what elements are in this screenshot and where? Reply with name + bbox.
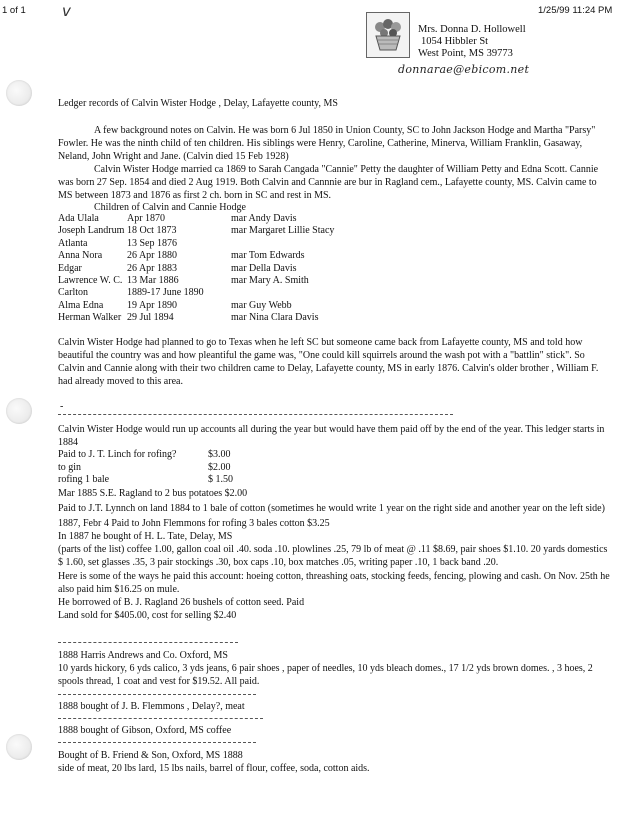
- friend-text: side of meat, 20 lbs lard, 15 lbs nails, barrel of flour, coffee, soda, cotton aids.: [58, 763, 370, 774]
- child-name: Anna Nora: [58, 250, 103, 262]
- child-row: [58, 250, 334, 262]
- entry-land-sold: Land sold for $405.00, cost for selling $2.40: [58, 609, 237, 621]
- ledger-item-row: [58, 474, 233, 487]
- fax-page-count: 1 of 1: [2, 5, 26, 16]
- child-spouse: mar Margaret Lillie Stacy: [231, 225, 335, 237]
- harris-text: 10 yards hickory, 6 yds calico, 3 yds jeans, 6 pair shoes , paper of needles, 10 yds bleach domes., 17 1/2 yds brown domes. , 3 hoes, 2 spools thread, 1 coat and vest for $19.52. All paid.: [58, 663, 593, 688]
- handwritten-email: donnarae@ebicom.net: [398, 63, 530, 76]
- child-row: [58, 312, 334, 324]
- child-spouse: mar Tom Edwards: [231, 250, 305, 262]
- child-name: Lawrence W. C.: [58, 275, 123, 287]
- ledger-item-row: [58, 462, 233, 475]
- child-name: Carlton: [58, 287, 88, 299]
- child-row: [58, 275, 334, 287]
- gibson-entry: 1888 bought of Gibson, Oxford, MS coffee: [58, 725, 232, 736]
- child-row: [58, 213, 334, 225]
- child-name: Joseph Landrum: [58, 225, 125, 237]
- child-spouse: mar Nina Clara Davis: [231, 312, 319, 324]
- child-row: [58, 263, 334, 275]
- ledger-items: [58, 449, 233, 487]
- ledger-item-label: to gin: [58, 461, 82, 473]
- child-date: 26 Apr 1880: [127, 250, 177, 262]
- ledger-item-label: Paid to J. T. Linch for rofing?: [58, 449, 177, 460]
- child-date: 18 Oct 1873: [127, 225, 177, 237]
- child-spouse: mar Della Davis: [231, 262, 297, 274]
- entry-potatoes: Mar 1885 S.E. Ragland to 2 bus potatoes $2.00: [58, 488, 248, 499]
- child-date: 19 Apr 1890: [127, 299, 177, 311]
- handwritten-check-mark: v: [62, 2, 71, 20]
- texas-paragraph: Calvin Wister Hodge had planned to go to Texas when he left SC but someone came back from Lafayette county, MS and told how beautiful the country was and how pleantiful the game was, "One could kill squirrels around the wash pot with a "battlin" stick". So Calvin and Cannie along with their two children came to Delay, Lafayette county, MS in early 1876. Calvin's older brother , William F. had already moved to this area.: [58, 337, 599, 388]
- child-spouse: mar Andy Davis: [231, 213, 297, 224]
- child-date: 26 Apr 1883: [127, 262, 177, 274]
- ledger-item-amount: $3.00: [208, 449, 231, 460]
- child-name: Edgar: [58, 262, 82, 274]
- background-paragraph-1: A few background notes on Calvin. He was born 6 Jul 1850 in Union County, SC to John Jackson Hodge and Martha "Parsy" Fowler. He was the ninth child of ten children. His siblings were Henry, Caroline, Catherine, Minerva, William Franklin, Gasaway, Neland, John Wright and Jane. (Calvin died 15 Feb 1928): [58, 125, 596, 163]
- child-row: [58, 287, 334, 299]
- divider-3: [58, 694, 256, 695]
- stray-mark: -: [60, 401, 64, 412]
- return-address: [418, 24, 526, 60]
- punch-hole-bottom: [6, 734, 32, 760]
- divider-2: [58, 642, 238, 643]
- flower-basket-icon: [366, 12, 410, 58]
- address-name: Mrs. Donna D. Hollowell: [418, 24, 526, 35]
- document-title: Ledger records of Calvin Wister Hodge , Delay, Lafayette county, MS: [58, 98, 338, 109]
- child-row: [58, 238, 334, 250]
- punch-hole-middle: [6, 398, 32, 424]
- entry-tate: In 1887 he bought of H. L. Tate, Delay, MS: [58, 531, 233, 543]
- children-heading: Children of Calvin and Cannie Hodge: [94, 202, 246, 213]
- child-date: 13 Mar 1886: [127, 275, 179, 287]
- ledger-item-amount: $2.00: [208, 461, 231, 473]
- divider-5: [58, 742, 256, 743]
- child-date: 29 Jul 1894: [127, 312, 174, 324]
- child-name: Ada Ulala: [58, 213, 99, 224]
- entry-cotton-seed: He borrowed of B. J. Ragland 26 bushels of cotton seed. Paid: [58, 596, 305, 608]
- children-table: [58, 213, 334, 325]
- entry-lynnch: Paid to J.T. Lynnch on land 1884 to 1 bale of cotton (sometimes he would write 1 year on the right side and another year on the left side): [58, 503, 605, 515]
- child-name: Alma Edna: [58, 299, 104, 311]
- child-name: Herman Walker: [58, 312, 122, 324]
- child-name: Atlanta: [58, 237, 88, 249]
- fax-timestamp: 1/25/99 11:24 PM: [538, 5, 613, 16]
- ledger-item-label: rofing 1 bale: [58, 474, 110, 486]
- flemmons-entry: 1888 bought of J. B. Flemmons , Delay?, meat: [58, 701, 245, 712]
- harris-title: 1888 Harris Andrews and Co. Oxford, MS: [58, 650, 228, 661]
- ledger-entries: [58, 487, 614, 622]
- ledger-intro: Calvin Wister Hodge would run up accounts all during the year but would have them paid off by the end of the year. This ledger starts in 1884: [58, 424, 605, 449]
- entry-payment: Here is some of the ways he paid this account: hoeing cotton, threashing oats, stocking feeds, fencing, plowing and cash. On Nov. 25th he also paid him $16.25 on mule.: [58, 570, 610, 595]
- entry-tate-list: (parts of the list) coffee 1.00, gallon coal oil .40. soda .10. plowlines .25, 79 lb of meat @ .11 $8.69, pair shoes $1.10. 20 yards domestics $ 1.60, set glasses .35, 3 pair stockings .30, box caps .10, box matches .05, writing paper .10, 1 back band .20.: [58, 544, 608, 569]
- punch-hole-top: [6, 80, 32, 106]
- friend-title: Bought of B. Friend & Son, Oxford, MS 1888: [58, 750, 243, 761]
- child-date: 1889-17 June 1890: [127, 287, 204, 299]
- background-paragraph-2: Calvin Wister Hodge married ca 1869 to Sarah Cangada "Cannie" Petty the daughter of William Petty and Edna Scott. Cannie was born 27 Sep. 1854 and died 2 Aug 1919. Both Calvin and Cannnie are bur in Ragland cem., Lafayette county, MS. Calvin came to MS between 1873 and 1876 as first 2 ch. born in SC and rest in MS.: [58, 164, 599, 202]
- ledger-item-row: [58, 449, 233, 462]
- child-spouse: [231, 238, 334, 250]
- child-date: 13 Sep 1876: [127, 237, 177, 249]
- address-street: 1054 Hibbler St: [421, 36, 489, 47]
- entry-flemmons: 1887, Febr 4 Paid to John Flemmons for rofing 3 bales cotton $3.25: [58, 518, 330, 530]
- child-row: [58, 300, 334, 312]
- child-date: Apr 1870: [127, 213, 166, 224]
- ledger-item-amount: $ 1.50: [208, 474, 233, 486]
- address-city: West Point, MS 39773: [418, 48, 513, 59]
- divider-4: [58, 718, 263, 719]
- child-row: [58, 225, 334, 237]
- child-spouse: mar Guy Webb: [231, 299, 292, 311]
- divider-1: [58, 414, 453, 415]
- child-spouse: mar Mary A. Smith: [231, 275, 309, 287]
